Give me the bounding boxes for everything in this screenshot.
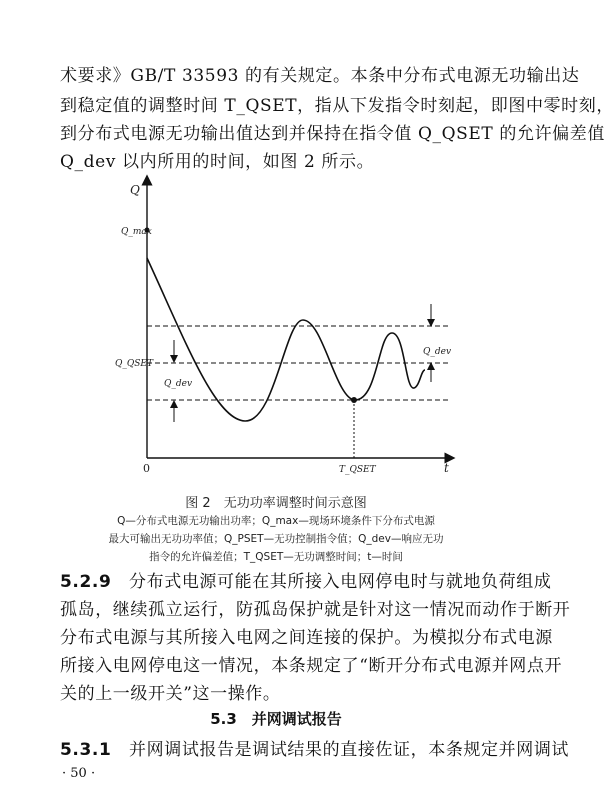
- clause-529-line-3: 分布式电源与其所接入电网之间连接的保护。为模拟分布式电源: [60, 628, 553, 648]
- clause-529-line-2: 孤岛，继续孤立运行，防孤岛保护就是针对这一情况而动作于断开: [60, 600, 571, 620]
- page-number: · 50 ·: [62, 766, 96, 781]
- figure-note-1: Q—分布式电源无功输出功率；Q_max—现场环境条件下分布式电源: [117, 515, 435, 527]
- figure-caption: 图 2 无功功率调整时间示意图: [185, 496, 367, 511]
- clause-531-number: 5.3.1: [60, 740, 112, 760]
- clause-529-line-5: 关的上一级开关”这一操作。: [60, 684, 281, 704]
- response-curve: [147, 258, 425, 421]
- clause-529-line-1: [60, 572, 551, 592]
- clause-531-text: 并网调试报告是调试结果的直接佐证，本条规定并网调试: [129, 740, 570, 760]
- section-53-heading: 5.3 并网调试报告: [210, 710, 342, 728]
- tqset-label: T_QSET: [339, 465, 376, 475]
- clause-531-line: [60, 740, 569, 760]
- paragraph-line-4: Q_dev 以内所用的时间，如图 2 所示。: [60, 152, 375, 172]
- paragraph-line-3: 到分布式电源无功输出值达到并保持在指令值 Q_QSET 的允许偏差值: [60, 124, 605, 144]
- origin-label: 0: [143, 462, 150, 475]
- clause-529-number: 5.2.9: [60, 572, 112, 592]
- qset-label: Q_QSET: [115, 359, 153, 369]
- figure-note-2: 最大可输出无功功率值；Q_PSET—无功控制指令值；Q_dev—响应无功: [108, 533, 444, 545]
- clause-529-text-1: 分布式电源可能在其所接入电网停电时与就地负荷组成: [129, 572, 552, 592]
- clause-529-line-4: 所接入电网停电这一情况，本条规定了“断开分布式电源并网点开: [60, 656, 563, 676]
- qdev-left-label: Q_dev: [164, 379, 193, 389]
- qdev-right-label: Q_dev: [423, 347, 452, 357]
- figure-note-3: 指令的允许偏差值；T_QSET—无功调整时间；t—时间: [149, 551, 403, 563]
- y-axis-label: Q: [130, 183, 140, 197]
- paragraph-line-1: 术要求》GB/T 33593 的有关规定。本条中分布式电源无功输出达: [60, 66, 580, 86]
- paragraph-line-2: 到稳定值的调整时间 T_QSET，指从下发指令时刻起，即图中零时刻，: [60, 96, 614, 116]
- x-axis-label: t: [444, 461, 449, 475]
- qmax-label: Q_max: [121, 227, 152, 237]
